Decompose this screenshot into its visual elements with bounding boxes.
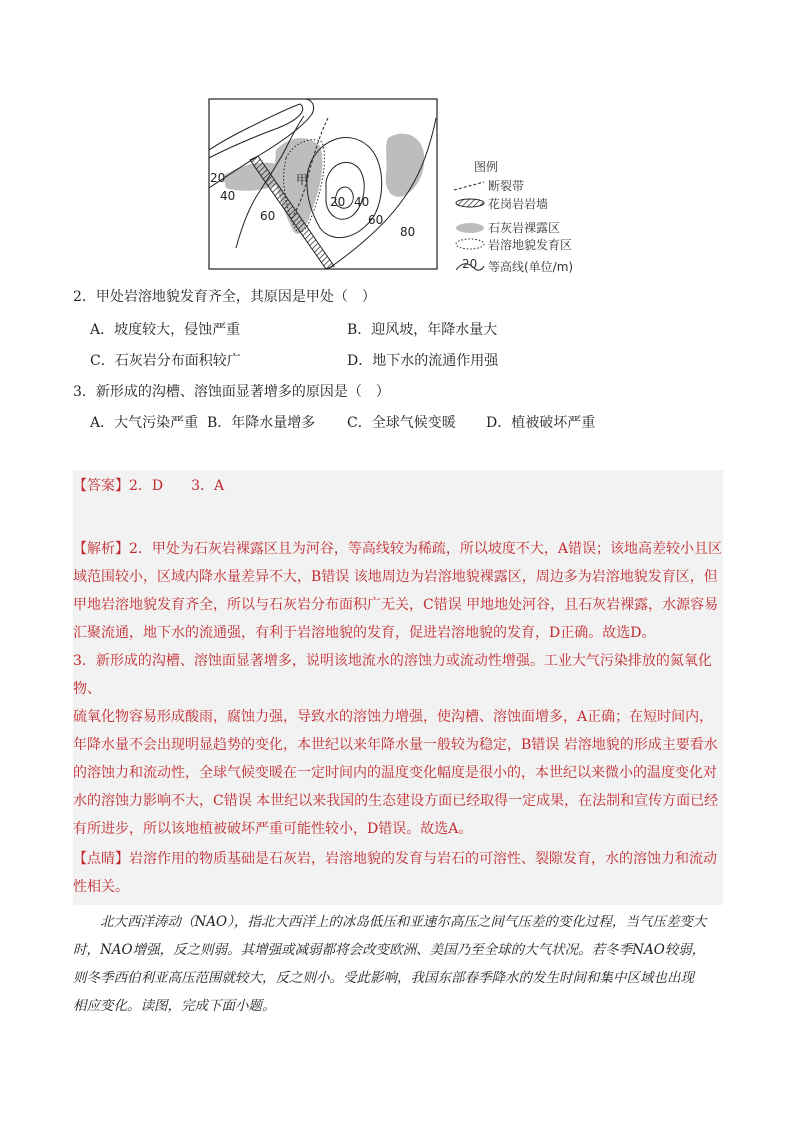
question-2-option-a[interactable]: A．坡度较大，侵蚀严重 xyxy=(90,322,241,338)
answer-tag: 【答案】 xyxy=(73,478,129,494)
legend-limestone-label: 石灰岩裸露区 xyxy=(488,221,561,235)
legend-title: 图例 xyxy=(474,160,499,174)
karst-contour-map xyxy=(208,98,588,278)
question-2-option-c[interactable]: C．石灰岩分布面积较广 xyxy=(90,353,241,369)
analysis-line-7: 年降水量不会出现明显趋势的变化，本世纪以来年降水量一般较为稳定，B错误 岩溶地貌的形成主要看水 xyxy=(73,737,718,753)
legend-fault-symbol xyxy=(454,182,484,190)
question-2-option-b[interactable]: B．迎风坡，年降水量大 xyxy=(347,322,498,338)
analysis-line-5: 3．新形成的沟槽、溶蚀面显著增多，说明该地流水的溶蚀力或流动性增强。工业大气污染排放的氮氧化物、 xyxy=(73,653,712,697)
contour-label-80-right: 80 xyxy=(400,225,416,239)
legend-fault-label: 断裂带 xyxy=(488,179,525,193)
analysis-line-1 xyxy=(73,535,723,563)
analysis-line-8: 的溶蚀力和流动性，全球气候变暖在一定时间内的温度变化幅度是很小的，本世纪以来微小的温度变化对 xyxy=(73,765,717,781)
legend-contour-label: 等高线(单位/m) xyxy=(488,260,574,274)
analysis-line-9: 水的溶蚀力影响不大，C错误 本世纪以来我国的生态建设方面已经取得一定成果，在法制和宣传方面已经 xyxy=(73,793,719,809)
nao-material-paragraph xyxy=(73,908,723,1020)
legend-granite-symbol xyxy=(456,199,484,207)
material-line-4: 相应变化。读图，完成下面小题。 xyxy=(73,998,276,1014)
material-line-2: 时，NAO增强，反之则弱。其增强或减弱都将会改变欧洲、美国乃至全球的大气状况。若冬季NAO较弱， xyxy=(73,942,706,958)
legend-contour-sample: 20 xyxy=(462,257,478,271)
answer-text: 2．D 3．A xyxy=(129,478,225,494)
answer-line xyxy=(73,476,224,496)
analysis-text-1: 2．甲处为石灰岩裸露区且为河谷，等高线较为稀疏，所以坡度不大，A错误；该地高差较小且区 xyxy=(129,541,723,557)
question-3-option-d[interactable]: D．植被破坏严重 xyxy=(486,415,596,431)
analysis-tag: 【解析】 xyxy=(73,541,129,557)
map-label-jia: 甲 xyxy=(296,173,309,187)
tip-block xyxy=(73,845,723,901)
contour-label-60-right: 60 xyxy=(368,213,384,227)
legend-karst-symbol xyxy=(456,239,484,249)
material-line-3: 则冬季西伯利亚高压范围就较大，反之则小。受此影响，我国东部春季降水的发生时间和集中区域也出现 xyxy=(73,970,694,986)
analysis-line-2: 域范围较小，区域内降水量差异不大，B错误 该地周边为岩溶地貌裸露区，周边多为岩溶地貌发育区，但 xyxy=(73,569,718,585)
legend-karst-label: 岩溶地貌发育区 xyxy=(488,238,573,252)
contour-label-20-inner: 20 xyxy=(330,195,346,209)
analysis-block xyxy=(73,535,723,843)
map-legend xyxy=(454,159,573,274)
question-3-stem: 3．新形成的沟槽、溶蚀面显著增多的原因是（ ） xyxy=(73,384,390,400)
question-2-option-d[interactable]: D．地下水的流通作用强 xyxy=(347,353,499,369)
tip-tag: 【点睛】 xyxy=(73,851,129,867)
legend-limestone-symbol xyxy=(456,223,484,233)
analysis-line-6: 硫氧化物容易形成酸雨，腐蚀力强，导致水的溶蚀力增强，使沟槽、溶蚀面增多，A正确；在短时间内， xyxy=(73,709,714,725)
contour-label-60-left: 60 xyxy=(260,209,276,223)
analysis-line-3: 甲地岩溶地貌发育齐全，所以与石灰岩分布面积广无关，C错误 甲地地处河谷，且石灰岩裸露，水源容易 xyxy=(73,597,719,613)
material-line-1: 北大西洋涛动（NAO），指北大西洋上的冰岛低压和亚速尔高压之间气压差的变化过程，当气压差变大 xyxy=(73,914,707,930)
question-3-option-b[interactable]: B．年降水量增多 xyxy=(207,415,316,431)
contour-label-20-left: 20 xyxy=(210,171,226,185)
tip-line-1 xyxy=(73,845,723,873)
analysis-line-10: 有所进步，所以该地植被破坏严重可能性较小，D错误。故选A。 xyxy=(73,821,473,837)
question-2-stem: 2．甲处岩溶地貌发育齐全，其原因是甲处（ ） xyxy=(73,289,376,305)
tip-line-2: 性相关。 xyxy=(73,879,129,895)
tip-text-1: 岩溶作用的物质基础是石灰岩，岩溶地貌的发育与岩石的可溶性、裂隙发育，水的溶蚀力和流动 xyxy=(129,851,717,867)
question-3-option-c[interactable]: C．全球气候变暖 xyxy=(347,415,456,431)
question-3-option-a[interactable]: A．大气污染严重 xyxy=(90,415,199,431)
contour-label-40-left: 40 xyxy=(220,189,236,203)
analysis-line-4: 汇聚流通，地下水的流通强，有利于岩溶地貌的发育，促进岩溶地貌的发育，D正确。故选D。 xyxy=(73,625,656,641)
legend-granite-label: 花岗岩岩墙 xyxy=(488,197,549,211)
contour-label-40-inner: 40 xyxy=(354,195,370,209)
